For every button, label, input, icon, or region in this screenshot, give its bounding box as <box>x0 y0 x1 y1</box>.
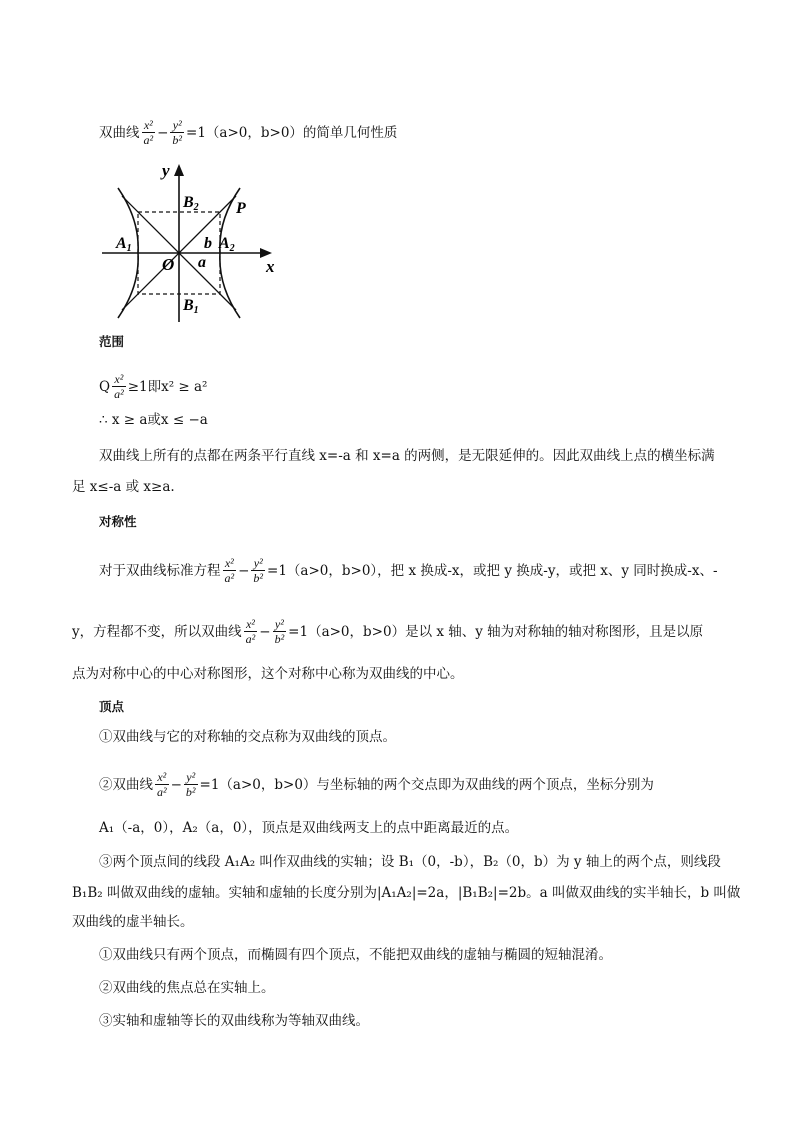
svg-text:B2: B2 <box>183 194 199 213</box>
svg-text:A1: A1 <box>116 235 132 254</box>
label-b: b <box>204 235 212 252</box>
heading-prefix: 双曲线 <box>99 124 140 141</box>
vertex-item-3-line-2: B₁B₂ 叫做双曲线的虚轴。实轴和虚轴的长度分别为|A₁A₂|=2a，|B₁B₂|=2b。a 叫做双曲线的实半轴长，b 叫做 <box>72 885 741 901</box>
range-line-2: ∴ x ≥ a或x ≤ −a <box>99 412 208 428</box>
fraction-y2-b2: $\frac{\text{y²}}{\text{b²}}$ <box>172 118 183 147</box>
label-p: P <box>236 200 246 217</box>
symmetry-title: 对称性 <box>99 514 137 529</box>
y-axis-arrow <box>174 164 184 176</box>
svg-text:B1: B1 <box>183 297 199 316</box>
label-origin: O <box>162 255 175 274</box>
hyperbola-figure <box>100 160 290 325</box>
label-a1: A <box>116 235 127 252</box>
vertex-title: 顶点 <box>99 699 125 714</box>
range-paragraph-l1: 双曲线上所有的点都在两条平行直线 x=-a 和 x=a 的两侧，是无限延伸的。因此双曲线上点的横坐标满 <box>99 448 715 464</box>
label-b1: B <box>183 297 194 314</box>
vertex-item-2-line-2: A₁（-a，0），A₂（a，0），顶点是双曲线两支上的点中距离最近的点。 <box>99 820 519 836</box>
symmetry-line-1: 对于双曲线标准方程 $\frac{\text{x²}}{\text{a²}}$ − $\frac{\text{y²}}{\text{b²}}$ =1（a>0，b>0），把 x 换成-x，或把 y 换成-y，或把 x、y 同时换成-x、- <box>99 556 718 585</box>
range-line-1: Q $\frac{\text{x²}}{\text{a²}}$ ≥1即x² ≥ a² <box>99 372 208 401</box>
note-1: ①双曲线只有两个顶点，而椭圆有四个顶点，不能把双曲线的虚轴与椭圆的短轴混淆。 <box>99 947 612 963</box>
label-x: x <box>266 257 275 276</box>
vertex-item-3-line-1: ③两个顶点间的线段 A₁A₂ 叫作双曲线的实轴；设 B₁（0，-b），B₂（0，b）为 y 轴上的两个点，则线段 <box>99 854 721 870</box>
section-heading: 双曲线 $\frac{\text{x²}}{\text{a²}}$ − $\frac{\text{y²}}{\text{b²}}$ =1（a>0，b>0）的简单几何性质 <box>99 118 398 147</box>
label-a2: A <box>219 235 230 252</box>
heading-suffix: =1（a>0，b>0）的简单几何性质 <box>186 124 398 141</box>
vertex-item-1: ①双曲线与它的对称轴的交点称为双曲线的顶点。 <box>99 729 396 745</box>
label-a: a <box>198 254 206 271</box>
range-paragraph-l2: 足 x≤-a 或 x≥a. <box>72 479 175 495</box>
fraction-x2-a2: $\frac{\text{x²}}{\text{a²}}$ <box>143 118 154 147</box>
symmetry-line-3: 点为对称中心的中心对称图形，这个对称中心称为双曲线的中心。 <box>72 666 464 682</box>
note-3: ③实轴和虚轴等长的双曲线称为等轴双曲线。 <box>99 1013 369 1029</box>
symmetry-line-2: y，方程都不变，所以双曲线 $\frac{\text{x²}}{\text{a²}}$ − $\frac{\text{y²}}{\text{b²}}$ =1（a>0，b>0）是以 x 轴、y 轴为对称轴的轴对称图形，且是以原 <box>72 617 704 646</box>
svg-text:A2: A2 <box>219 235 235 254</box>
note-2: ②双曲线的焦点总在实轴上。 <box>99 980 275 996</box>
label-b2: B <box>183 194 194 211</box>
label-y: y <box>162 161 170 180</box>
vertex-item-2: ②双曲线 $\frac{\text{x²}}{\text{a²}}$ − $\frac{\text{y²}}{\text{b²}}$ =1（a>0，b>0）与坐标轴的两个交点即为双曲线的两个顶点，坐标分别为 <box>99 770 654 799</box>
range-title: 范围 <box>99 334 125 349</box>
vertex-item-3-line-3: 双曲线的虚半轴长。 <box>72 914 194 930</box>
